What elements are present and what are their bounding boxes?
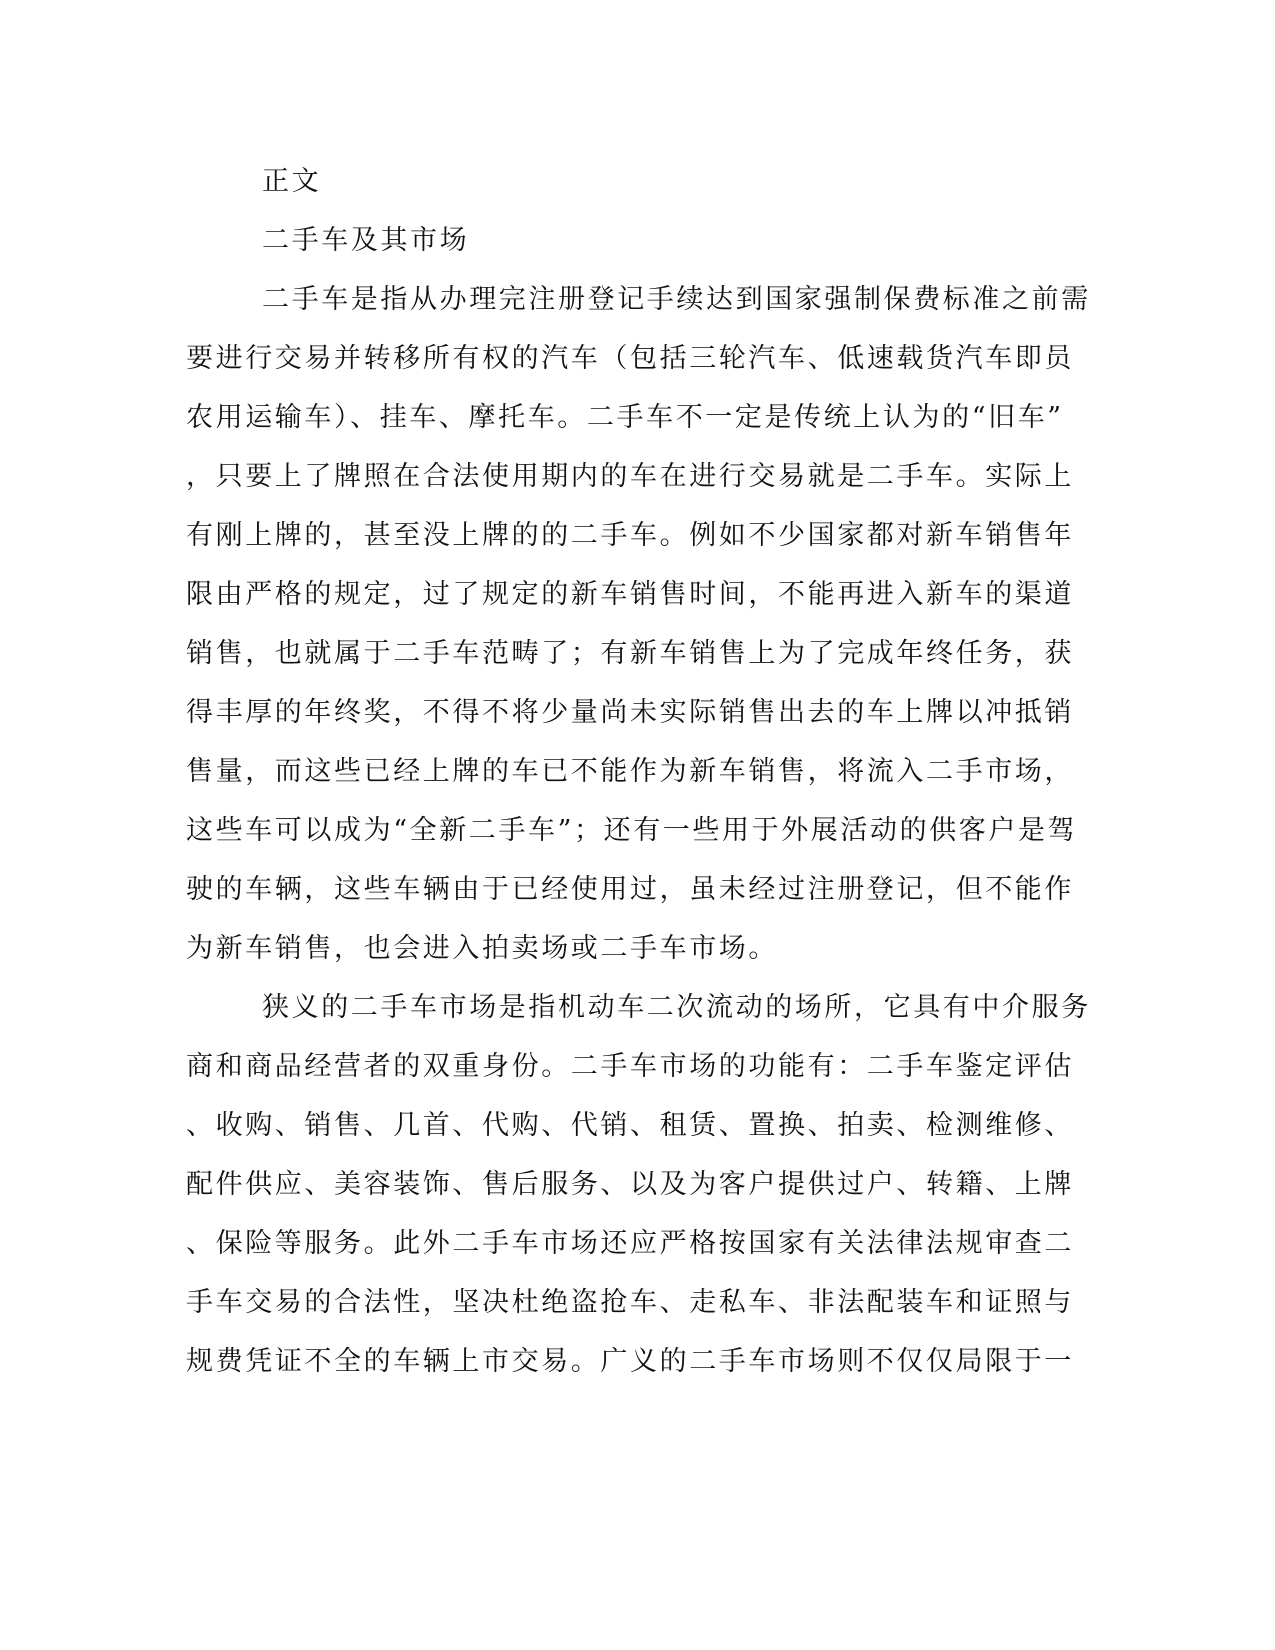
section-title: 二手车及其市场 <box>262 225 470 256</box>
paragraph-line: 狭义的二手车市场是指机动车二次流动的场所，它具有中介服务 <box>262 992 1091 1023</box>
paragraph-line: 要进行交易并转移所有权的汽车（包括三轮汽车、低速载货汽车即员 <box>186 343 1074 374</box>
paragraph-line: 得丰厚的年终奖，不得不将少量尚未实际销售出去的车上牌以冲抵销 <box>186 697 1074 728</box>
paragraph-line: 农用运输车）、挂车、摩托车。二手车不一定是传统上认为的“旧车” <box>186 402 1064 433</box>
paragraph-line: 、保险等服务。此外二手车市场还应严格按国家有关法律法规审查二 <box>186 1228 1074 1259</box>
paragraph-line: 商和商品经营者的双重身份。二手车市场的功能有：二手车鉴定评估 <box>186 1051 1074 1082</box>
paragraph-line: 限由严格的规定，过了规定的新车销售时间，不能再进入新车的渠道 <box>186 579 1074 610</box>
paragraph-line: 这些车可以成为“全新二手车”；还有一些用于外展活动的供客户是驾 <box>186 815 1078 846</box>
paragraph-line: 手车交易的合法性，坚决杜绝盗抢车、走私车、非法配装车和证照与 <box>186 1287 1074 1318</box>
paragraph-line: 配件供应、美容装饰、售后服务、以及为客户提供过户、转籍、上牌 <box>186 1169 1074 1200</box>
paragraph-line: 售量，而这些已经上牌的车已不能作为新车销售，将流入二手市场， <box>186 756 1074 787</box>
paragraph-line: 销售，也就属于二手车范畴了；有新车销售上为了完成年终任务，获 <box>186 638 1074 669</box>
paragraph-line: 有刚上牌的，甚至没上牌的的二手车。例如不少国家都对新车销售年 <box>186 520 1074 551</box>
paragraph-line: 驶的车辆，这些车辆由于已经使用过，虽未经过注册登记，但不能作 <box>186 874 1074 905</box>
paragraph-line: 为新车销售，也会进入拍卖场或二手车市场。 <box>186 933 778 964</box>
section-label: 正文 <box>262 166 322 197</box>
paragraph-line: ，只要上了牌照在合法使用期内的车在进行交易就是二手车。实际上 <box>186 461 1074 492</box>
paragraph-line: 、收购、销售、几首、代购、代销、租赁、置换、拍卖、检测维修、 <box>186 1110 1074 1141</box>
paragraph-line: 规费凭证不全的车辆上市交易。广义的二手车市场则不仅仅局限于一 <box>186 1346 1074 1377</box>
paragraph-line: 二手车是指从办理完注册登记手续达到国家强制保费标准之前需 <box>262 284 1091 315</box>
